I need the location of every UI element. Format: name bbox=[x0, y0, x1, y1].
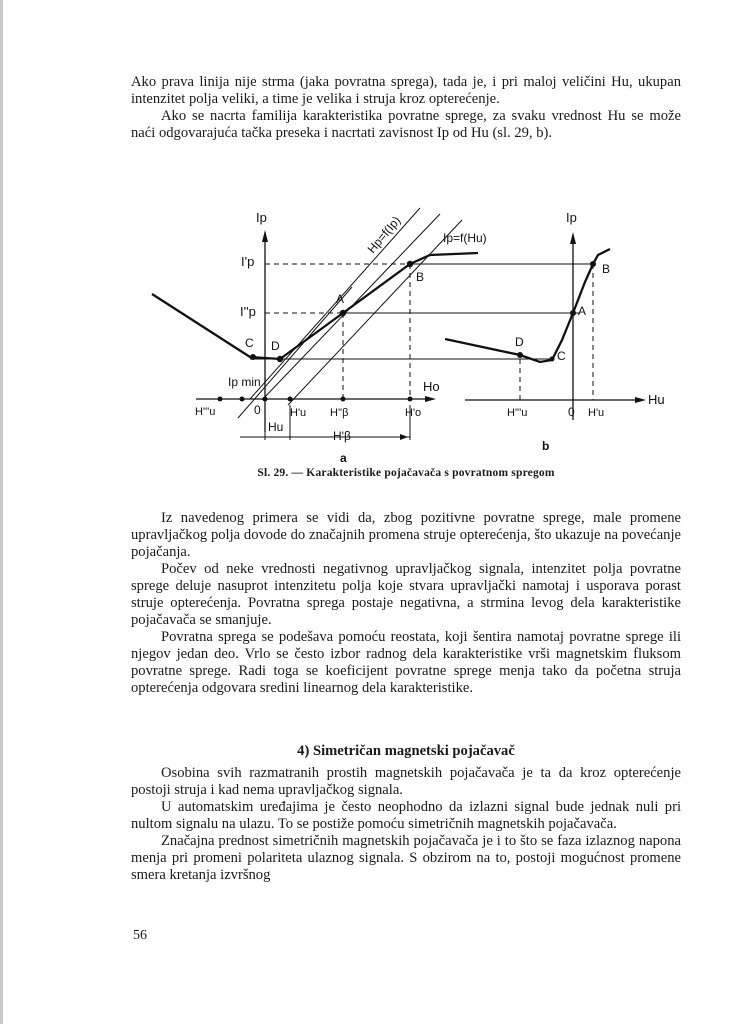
paragraph: Iz navedenog primera se vidi da, zbog pozitivne povratne sprege, male promene upravljačkog polja dovode do značajnih promena struje opterećenja, što ukazuje na povećanje pojačanja. bbox=[131, 510, 681, 560]
point-label: C bbox=[245, 336, 254, 350]
tick-label: 0 bbox=[568, 405, 575, 419]
dim-label-hbeta: H'β bbox=[333, 429, 351, 443]
tick-label: H'o bbox=[405, 407, 422, 419]
paragraph: Počev od neke vrednosti negativnog upravljačkog signala, intenzitet polja povratne sprege deluje nasuprot intenzitetu polja koje stvara upravljački namotaj i usporava porast struje opterećenja. Povratna sprega postaje negativna, a strmina levog dela karakteristike pojačavača se smanjuje. bbox=[131, 561, 681, 628]
tick-label: H''β bbox=[330, 407, 349, 419]
point-label: A bbox=[336, 292, 345, 306]
paragraph: Značajna prednost simetričnih magnetskih pojačavača je i to što se faza izlaznog napona menja pri promeni polariteta ulaznog signala. S obzirom na to, postoji mogućnost promene smera kretanja izvršnog bbox=[131, 833, 681, 883]
point-label: D bbox=[271, 339, 280, 353]
paragraph-group-bottom bbox=[131, 765, 681, 884]
panel-a-sublabel: a bbox=[340, 451, 347, 465]
point-label: B bbox=[416, 270, 425, 284]
section-heading: 4) Simetričan magnetski pojačavač bbox=[297, 743, 515, 759]
level-label-ip-min: Ip min bbox=[228, 375, 261, 389]
tick-label: H'''u bbox=[507, 407, 528, 419]
point-label: D bbox=[515, 335, 524, 349]
paragraph: Ako se nacrta familija karakteristika povratne sprege, za svaku vrednost Hu se može naći odgovarajuća tačka preseka i nacrtati zavisnost Ip od Hu (sl. 29, b). bbox=[131, 108, 681, 141]
curve-label-output: Ip=f(Hu) bbox=[443, 231, 487, 245]
panel-a-y-label: Ip bbox=[256, 210, 267, 225]
tick-label: H'''u bbox=[195, 406, 216, 418]
panel-a-output-curve bbox=[152, 253, 478, 359]
paragraph: Ako prava linija nije strma (jaka povratna sprega), tada je, i pri maloj veličini Hu, ukupan intenzitet polja veliki, a time je velika i struja kroz opterećenje. bbox=[131, 74, 681, 107]
paragraph-group-mid bbox=[131, 510, 681, 697]
paragraph: U automatskim uređajima je često neophodno da izlazni signal bude jednak nuli pri nultom signalu na ulazu. To se postiže pomoću simetričnih magnetskih pojačavača. bbox=[131, 799, 681, 832]
tick-label: 0 bbox=[254, 403, 261, 417]
paragraph-group-top bbox=[131, 74, 681, 142]
panel-b-y-label: Ip bbox=[566, 210, 577, 225]
panel-a-x-label: Ho bbox=[423, 379, 440, 394]
dim-label-hu: Hu bbox=[268, 420, 284, 434]
tick-label: H'u bbox=[588, 407, 605, 419]
figure-29 bbox=[0, 200, 737, 465]
point-label: B bbox=[602, 262, 611, 276]
tick-label: H'u bbox=[290, 407, 307, 419]
page-edge bbox=[0, 0, 3, 1024]
point-label: C bbox=[557, 349, 566, 363]
panel-b-x-label: Hu bbox=[648, 392, 665, 407]
panel-b-sublabel: b bbox=[542, 439, 550, 453]
point-label: A bbox=[578, 304, 587, 318]
level-label-ip-double: I''p bbox=[240, 304, 256, 319]
paragraph: Povratna sprega se podešava pomoću reostata, koji šentira namotaj povratne sprege ili njegov jedan deo. Vrlo se često izbor radnog dela karakteristike vrši magnetskim fluksom povratne sprege. Radi toga se koeficijent povratne sprege menja tako da početna struja opterećenja odgovara sredini linearnog dela karakteristike. bbox=[131, 629, 681, 696]
level-label-ip-prime: I'p bbox=[241, 254, 255, 269]
paragraph: Osobina svih razmatranih prostih magnetskih pojačavača je ta da kroz opterećenje postoji struja i kad nema upravljačkog signala. bbox=[131, 765, 681, 798]
figure-caption: Sl. 29. — Karakteristike pojačavača s povratnom spregom bbox=[257, 467, 555, 479]
curve-label-feedback: Hp=f(Ip) bbox=[364, 213, 404, 256]
page-number: 56 bbox=[133, 928, 147, 943]
